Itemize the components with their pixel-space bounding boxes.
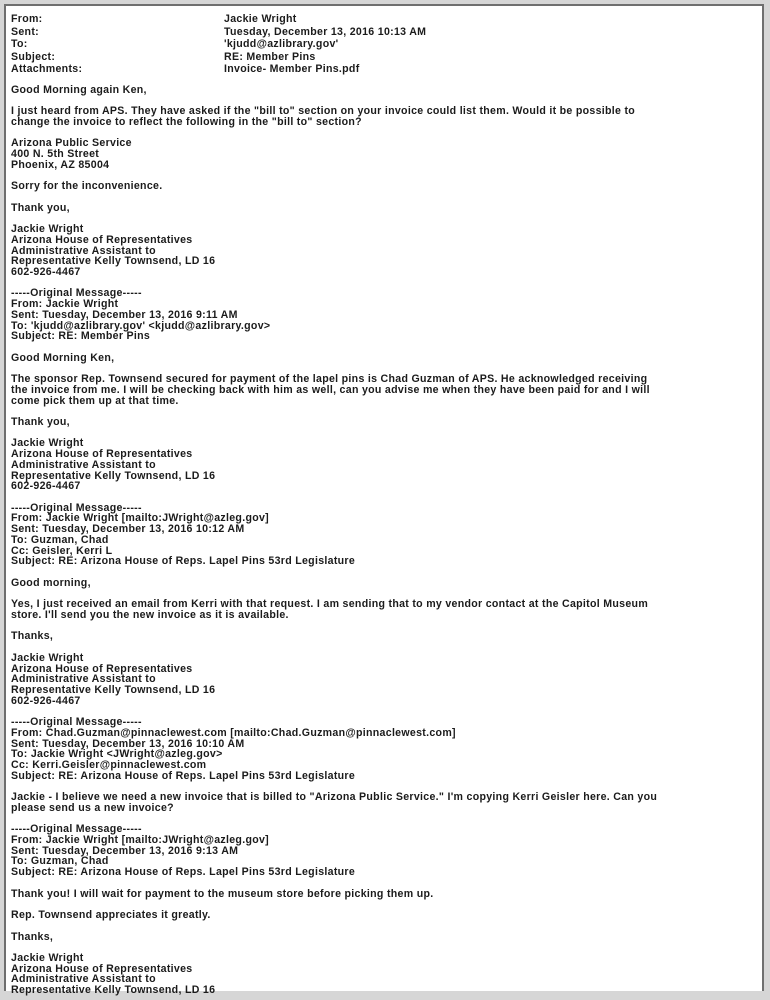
email-text-line: To: 'kjudd@azlibrary.gov' <kjudd@azlibrary.gov> bbox=[11, 319, 271, 332]
email-text-line: Jackie Wright bbox=[11, 651, 84, 664]
email-text-line: 602-926-4467 bbox=[11, 694, 81, 707]
email-text-line: Good Morning Ken, bbox=[11, 351, 115, 364]
email-text-line: Good morning, bbox=[11, 576, 91, 589]
email-text-line: From: Jackie Wright [mailto:JWright@azleg.gov] bbox=[11, 512, 270, 525]
email-text-line: Phoenix, AZ 85004 bbox=[11, 158, 110, 171]
email-text-line: 602-926-4467 bbox=[11, 480, 81, 493]
email-text-line: Thanks, bbox=[11, 930, 54, 943]
email-text-line: -----Original Message----- bbox=[11, 823, 142, 836]
email-text-line: From: Jackie Wright bbox=[11, 298, 119, 311]
email-text-line: To: Guzman, Chad bbox=[11, 855, 109, 868]
header-field-label: Attachments: bbox=[11, 63, 83, 76]
header-field-value: Invoice- Member Pins.pdf bbox=[224, 63, 360, 76]
email-text-line: Administrative Assistant to bbox=[11, 673, 156, 686]
email-text-line: To: Jackie Wright <JWright@azleg.gov> bbox=[11, 748, 223, 761]
email-text-line: Subject: RE: Member Pins bbox=[11, 330, 151, 343]
email-text-line: Sent: Tuesday, December 13, 2016 10:12 AM bbox=[11, 523, 245, 536]
email-text-line: Arizona Public Service bbox=[11, 137, 132, 150]
email-text-line: 602-926-4467 bbox=[11, 265, 81, 278]
email-text-line: Jackie - I believe we need a new invoice that is billed to "Arizona Public Service." I'm copying Kerri Geisler here. Can you bbox=[11, 791, 658, 804]
blank-line bbox=[11, 213, 748, 224]
email-text-line: Representative Kelly Townsend, LD 16 bbox=[11, 683, 216, 696]
email-text-line: Administrative Assistant to bbox=[11, 973, 156, 986]
email-text-line: Representative Kelly Townsend, LD 16 bbox=[11, 469, 216, 482]
email-text-line: From: Chad.Guzman@pinnaclewest.com [mailto:Chad.Guzman@pinnaclewest.com] bbox=[11, 726, 456, 739]
email-text-line: Thank you, bbox=[11, 416, 70, 429]
email-text-line: 400 N. 5th Street bbox=[11, 148, 100, 161]
email-text-line: -----Original Message----- bbox=[11, 287, 142, 300]
email-text-line: Yes, I just received an email from Kerri with that request. I am sending that to my vendor contact at the Capitol Museum bbox=[11, 598, 649, 611]
header-field-value: RE: Member Pins bbox=[224, 50, 316, 63]
email-text-line: Administrative Assistant to bbox=[11, 244, 156, 257]
email-header bbox=[11, 13, 748, 76]
email-text-line: I just heard from APS. They have asked if the "bill to" section on your invoice could list them. Would it be possible to bbox=[11, 105, 636, 118]
blank-line bbox=[11, 642, 748, 653]
email-text-line: Thanks, bbox=[11, 630, 54, 643]
email-text-line: come pick them up at that time. bbox=[11, 394, 179, 407]
email-text-line: please send us a new invoice? bbox=[11, 801, 174, 814]
header-field-value: Tuesday, December 13, 2016 10:13 AM bbox=[224, 25, 427, 38]
email-text-line: Sent: Tuesday, December 13, 2016 9:13 AM bbox=[11, 844, 239, 857]
header-field-label: From: bbox=[11, 13, 43, 25]
header-field-value: Jackie Wright bbox=[224, 13, 297, 25]
blank-line bbox=[11, 921, 748, 932]
email-text-line: Representative Kelly Townsend, LD 16 bbox=[11, 255, 216, 268]
email-text-line: Subject: RE: Arizona House of Reps. Lapel Pins 53rd Legislature bbox=[11, 555, 356, 568]
blank-line bbox=[11, 342, 748, 353]
email-body bbox=[11, 85, 748, 996]
email-text-line: Good Morning again Ken, bbox=[11, 83, 147, 96]
header-field-row bbox=[11, 38, 748, 51]
email-text-line: From: Jackie Wright [mailto:JWright@azleg.gov] bbox=[11, 834, 270, 847]
header-field-label: Sent: bbox=[11, 25, 39, 38]
email-text-line: Cc: Kerri.Geisler@pinnaclewest.com bbox=[11, 759, 207, 772]
header-field-row bbox=[11, 13, 748, 26]
blank-line bbox=[11, 567, 748, 578]
blank-line bbox=[11, 942, 748, 953]
blank-line bbox=[11, 428, 748, 439]
header-field-row bbox=[11, 63, 748, 76]
email-text-line: Sent: Tuesday, December 13, 2016 10:10 AM bbox=[11, 737, 245, 750]
email-text-line: Arizona House of Representatives bbox=[11, 233, 193, 246]
email-text-line: The sponsor Rep. Townsend secured for payment of the lapel pins is Chad Guzman of APS. He acknowledged receiving bbox=[11, 373, 648, 386]
email-text-line: Arizona House of Representatives bbox=[11, 662, 193, 675]
header-field-value: 'kjudd@azlibrary.gov' bbox=[224, 38, 339, 51]
header-field-row bbox=[11, 26, 748, 39]
email-text-line: Jackie Wright bbox=[11, 223, 84, 236]
email-text-line: To: Guzman, Chad bbox=[11, 533, 109, 546]
email-text-line: Cc: Geisler, Kerri L bbox=[11, 544, 113, 557]
email-text-line: -----Original Message----- bbox=[11, 501, 142, 514]
blank-line bbox=[11, 192, 748, 203]
email-text-line: Representative Kelly Townsend, LD 16 bbox=[11, 984, 216, 997]
blank-line bbox=[11, 621, 748, 632]
header-field-label: To: bbox=[11, 38, 28, 51]
email-text-line: Rep. Townsend appreciates it greatly. bbox=[11, 909, 211, 922]
email-text-line: Administrative Assistant to bbox=[11, 458, 156, 471]
email-text-line: the invoice from me. I will be checking back with him as well, can you advise me when they have been paid for and I will bbox=[11, 383, 650, 396]
email-text-line: Arizona House of Representatives bbox=[11, 962, 193, 975]
email-text-line: store. I'll send you the new invoice as it is available. bbox=[11, 608, 289, 621]
email-text-line: Thank you! I will wait for payment to the museum store before picking them up. bbox=[11, 887, 434, 900]
header-field-row bbox=[11, 51, 748, 64]
email-document bbox=[4, 4, 764, 997]
email-text-line: Jackie Wright bbox=[11, 951, 84, 964]
email-text-line: Sent: Tuesday, December 13, 2016 9:11 AM bbox=[11, 308, 238, 321]
email-text-line: change the invoice to reflect the following in the "bill to" section? bbox=[11, 115, 362, 128]
blank-line bbox=[11, 406, 748, 417]
email-text-line: Subject: RE: Arizona House of Reps. Lapel Pins 53rd Legislature bbox=[11, 866, 356, 879]
email-text-line: Thank you, bbox=[11, 201, 70, 214]
email-text-line: Jackie Wright bbox=[11, 437, 84, 450]
email-text-line: Sorry for the inconvenience. bbox=[11, 180, 163, 193]
email-text-line: Arizona House of Representatives bbox=[11, 448, 193, 461]
email-text-line: -----Original Message----- bbox=[11, 716, 142, 729]
email-text-line: Subject: RE: Arizona House of Reps. Lapel Pins 53rd Legislature bbox=[11, 769, 356, 782]
header-field-label: Subject: bbox=[11, 50, 56, 63]
